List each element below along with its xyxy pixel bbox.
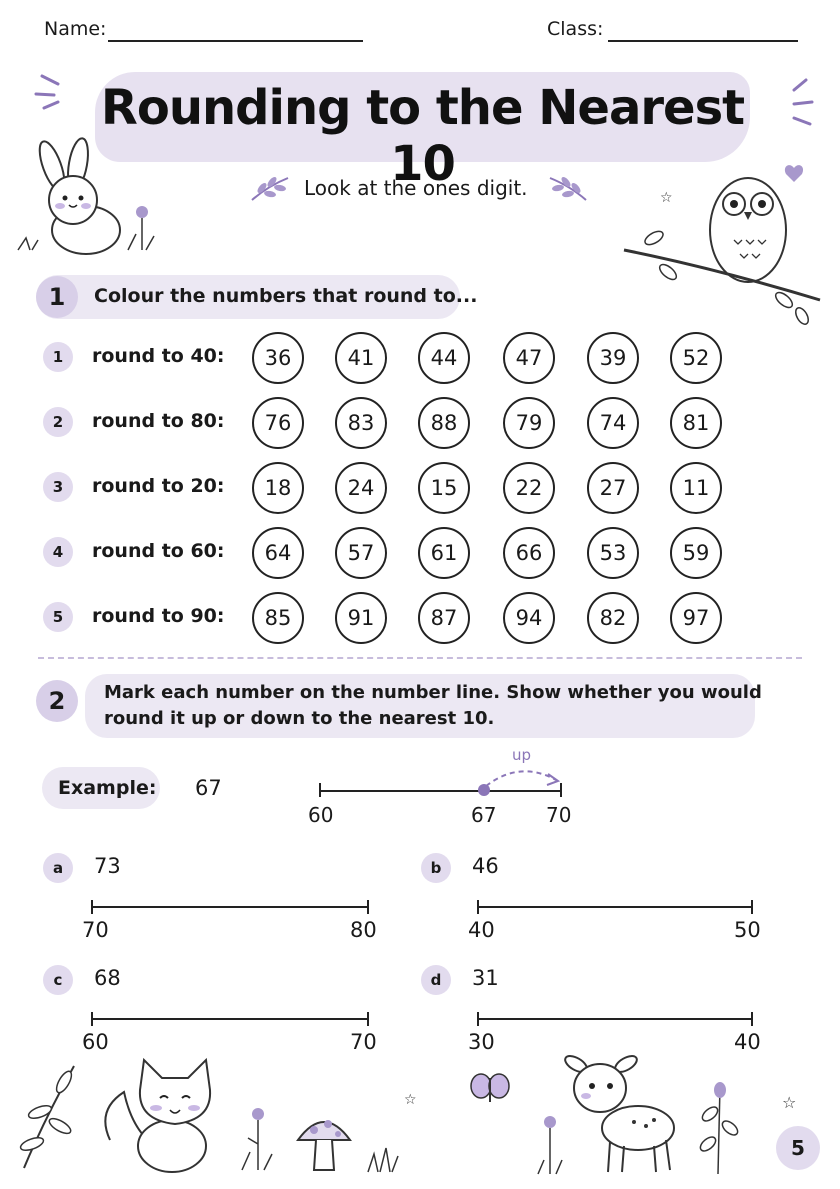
star-icon bbox=[780, 1090, 802, 1112]
item-letter-badge: a bbox=[43, 853, 73, 883]
start-label: 60 bbox=[82, 1030, 109, 1054]
tick-start bbox=[477, 900, 479, 914]
example-number-line bbox=[320, 790, 562, 792]
start-label: 70 bbox=[82, 918, 109, 942]
tick-end bbox=[367, 1012, 369, 1026]
section-2-number: 2 bbox=[36, 680, 78, 722]
name-label: Name: bbox=[44, 18, 107, 40]
mushroom-illustration bbox=[294, 1110, 354, 1176]
number-circle[interactable]: 57 bbox=[335, 527, 387, 579]
example-start-label: 60 bbox=[308, 803, 334, 827]
owl-illustration bbox=[624, 150, 824, 330]
sparkle-icon bbox=[32, 68, 72, 108]
number-circle[interactable]: 87 bbox=[418, 592, 470, 644]
number-circle[interactable]: 64 bbox=[252, 527, 304, 579]
example-end-label: 70 bbox=[546, 803, 572, 827]
row-label: round to 80: bbox=[92, 410, 225, 432]
number-circle[interactable]: 36 bbox=[252, 332, 304, 384]
item-letter-badge: b bbox=[421, 853, 451, 883]
round-up-arrow-icon bbox=[484, 760, 564, 790]
page-title: Rounding to the Nearest 10 bbox=[100, 80, 745, 192]
row-label: round to 40: bbox=[92, 345, 225, 367]
row-label: round to 90: bbox=[92, 605, 225, 627]
svg-text:☆: ☆ bbox=[660, 190, 673, 206]
number-circle[interactable]: 22 bbox=[503, 462, 555, 514]
item-value: 73 bbox=[94, 854, 121, 878]
example-mark-label: 67 bbox=[471, 803, 497, 827]
butterfly-illustration bbox=[468, 1072, 512, 1112]
leaf-sprig-illustration bbox=[694, 1080, 744, 1176]
tick-start bbox=[477, 1012, 479, 1026]
example-arrow-label: up bbox=[512, 746, 532, 764]
number-circle[interactable]: 94 bbox=[503, 592, 555, 644]
item-value: 31 bbox=[472, 966, 499, 990]
subtitle: Look at the ones digit. bbox=[304, 176, 528, 200]
number-circle[interactable]: 41 bbox=[335, 332, 387, 384]
class-field[interactable] bbox=[608, 40, 798, 42]
number-circle[interactable]: 59 bbox=[670, 527, 722, 579]
leaf-sprig-icon bbox=[248, 168, 290, 204]
section-1-instruction: Colour the numbers that round to... bbox=[94, 285, 478, 307]
number-circle[interactable]: 82 bbox=[587, 592, 639, 644]
number-circle[interactable]: 39 bbox=[587, 332, 639, 384]
leaf-sprig-icon bbox=[548, 168, 590, 204]
start-label: 30 bbox=[468, 1030, 495, 1054]
row-number-badge: 5 bbox=[43, 602, 73, 632]
bunny-illustration bbox=[18, 138, 158, 258]
star-icon bbox=[402, 1088, 422, 1108]
row-number-badge: 1 bbox=[43, 342, 73, 372]
name-field[interactable] bbox=[108, 40, 363, 42]
number-circle[interactable]: 61 bbox=[418, 527, 470, 579]
tick-end bbox=[367, 900, 369, 914]
item-value: 68 bbox=[94, 966, 121, 990]
number-circle[interactable]: 24 bbox=[335, 462, 387, 514]
number-circle[interactable]: 85 bbox=[252, 592, 304, 644]
number-circle[interactable]: 81 bbox=[670, 397, 722, 449]
number-circle[interactable]: 18 bbox=[252, 462, 304, 514]
end-label: 70 bbox=[350, 1030, 377, 1054]
section-2-instruction-line-1: Mark each number on the number line. Show whether you would bbox=[104, 682, 762, 703]
row-label: round to 60: bbox=[92, 540, 225, 562]
row-number-badge: 2 bbox=[43, 407, 73, 437]
row-label: round to 20: bbox=[92, 475, 225, 497]
number-line[interactable] bbox=[478, 1018, 752, 1020]
number-circle[interactable]: 27 bbox=[587, 462, 639, 514]
section-2-instruction-line-2: round it up or down to the nearest 10. bbox=[104, 708, 495, 729]
section-divider bbox=[38, 657, 802, 659]
number-line[interactable] bbox=[92, 906, 368, 908]
number-circle[interactable]: 53 bbox=[587, 527, 639, 579]
tick-start bbox=[91, 900, 93, 914]
number-circle[interactable]: 83 bbox=[335, 397, 387, 449]
end-label: 80 bbox=[350, 918, 377, 942]
number-circle[interactable]: 74 bbox=[587, 397, 639, 449]
example-label: Example: bbox=[58, 777, 157, 799]
number-circle[interactable]: 47 bbox=[503, 332, 555, 384]
number-circle[interactable]: 76 bbox=[252, 397, 304, 449]
class-label: Class: bbox=[547, 18, 604, 40]
item-value: 46 bbox=[472, 854, 499, 878]
number-circle[interactable]: 52 bbox=[670, 332, 722, 384]
svg-text:☆: ☆ bbox=[782, 1093, 797, 1112]
tick-start bbox=[91, 1012, 93, 1026]
number-line[interactable] bbox=[478, 906, 752, 908]
row-number-badge: 3 bbox=[43, 472, 73, 502]
number-circle[interactable]: 97 bbox=[670, 592, 722, 644]
number-circle[interactable]: 11 bbox=[670, 462, 722, 514]
grass-illustration bbox=[364, 1144, 404, 1174]
number-circle[interactable]: 66 bbox=[503, 527, 555, 579]
deer-illustration bbox=[556, 1046, 686, 1176]
sparkle-icon bbox=[790, 76, 830, 136]
section-1-number: 1 bbox=[36, 276, 78, 318]
leaf-branch-illustration bbox=[14, 1060, 84, 1170]
tick-end bbox=[751, 1012, 753, 1026]
number-circle[interactable]: 88 bbox=[418, 397, 470, 449]
fox-illustration bbox=[100, 1050, 230, 1176]
end-label: 40 bbox=[734, 1030, 761, 1054]
row-number-badge: 4 bbox=[43, 537, 73, 567]
start-label: 40 bbox=[468, 918, 495, 942]
svg-text:☆: ☆ bbox=[404, 1092, 417, 1108]
number-circle[interactable]: 79 bbox=[503, 397, 555, 449]
number-circle[interactable]: 91 bbox=[335, 592, 387, 644]
number-line[interactable] bbox=[92, 1018, 368, 1020]
example-tick-start bbox=[319, 783, 321, 797]
end-label: 50 bbox=[734, 918, 761, 942]
flower-illustration bbox=[232, 1104, 282, 1174]
number-circle[interactable]: 44 bbox=[418, 332, 470, 384]
item-letter-badge: d bbox=[421, 965, 451, 995]
example-value: 67 bbox=[195, 776, 222, 800]
page-number: 5 bbox=[776, 1126, 820, 1170]
tick-end bbox=[751, 900, 753, 914]
number-circle[interactable]: 15 bbox=[418, 462, 470, 514]
item-letter-badge: c bbox=[43, 965, 73, 995]
